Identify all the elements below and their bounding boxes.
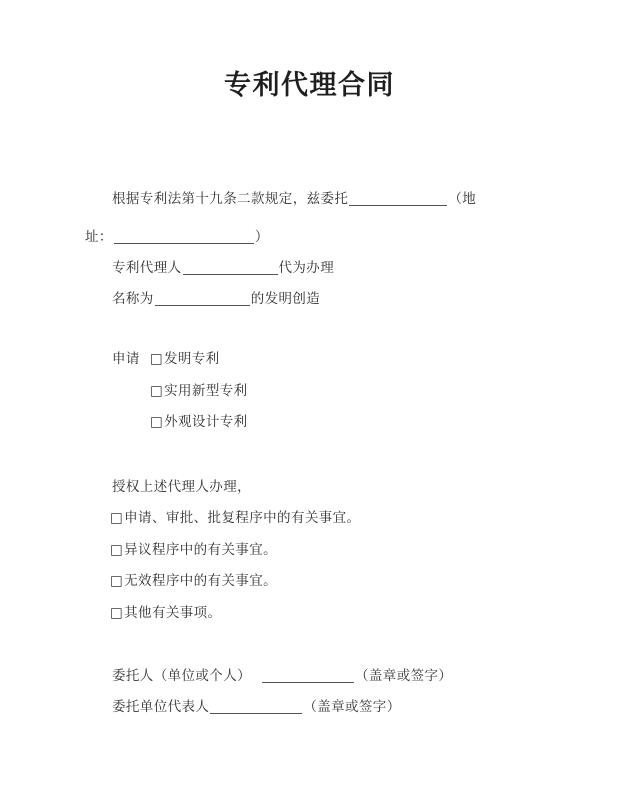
application-label: 申请 — [112, 351, 140, 367]
authorization-row-1 — [110, 508, 360, 528]
authorization-item-label-3: 其他有关事项。 — [124, 605, 222, 621]
authorization-row-4 — [110, 603, 221, 623]
authorization-item-label-1: 异议程序中的有关事宜。 — [124, 542, 278, 558]
checkbox-other-matters[interactable]: □ — [110, 605, 124, 621]
checkbox-application-review-approval[interactable]: □ — [110, 510, 124, 526]
authorization-row-3 — [110, 571, 277, 591]
checkbox-invention-patent[interactable]: □ — [149, 351, 163, 367]
client-address-blank[interactable] — [114, 230, 254, 244]
invention-name-line — [112, 289, 320, 309]
client-name-blank[interactable] — [349, 192, 447, 206]
intro-close-paren: ） — [254, 229, 269, 245]
client-signature-label: 委托人（单位或个人） — [112, 668, 251, 684]
patent-agent-suffix: 代为办理 — [278, 260, 335, 276]
client-signature-line — [112, 666, 452, 686]
checkbox-utility-model-patent[interactable]: □ — [150, 383, 164, 399]
application-type-row-2 — [150, 381, 248, 401]
patent-agent-line — [112, 258, 334, 278]
application-option-label-2: 外观设计专利 — [164, 414, 248, 430]
page-title: 专利代理合同 — [224, 70, 395, 101]
application-option-label-0: 发明专利 — [163, 351, 220, 367]
authorization-item-label-0: 申请、审批、批复程序中的有关事宜。 — [124, 510, 361, 526]
patent-agent-label: 专利代理人 — [112, 260, 182, 276]
representative-signature-line — [112, 697, 401, 717]
application-option-label-1: 实用新型专利 — [164, 383, 248, 399]
checkbox-design-patent[interactable]: □ — [150, 414, 164, 430]
authorization-item-label-2: 无效程序中的有关事宜。 — [124, 573, 278, 589]
patent-agent-blank[interactable] — [183, 261, 278, 275]
authorization-row-2 — [110, 540, 277, 560]
representative-signature-note: （盖章或签字） — [303, 699, 401, 715]
checkbox-invalidation-procedure[interactable]: □ — [110, 573, 124, 589]
checkbox-opposition-procedure[interactable]: □ — [110, 542, 124, 558]
client-signature-blank[interactable] — [262, 669, 354, 683]
intro-text-post: （地 — [448, 191, 477, 207]
invention-name-blank[interactable] — [155, 292, 250, 306]
application-type-row-1 — [112, 349, 220, 369]
intro-paragraph-line-1 — [112, 189, 476, 209]
representative-signature-label: 委托单位代表人 — [112, 699, 210, 715]
intro-text-pre: 根据专利法第十九条二款规定，兹委托 — [112, 191, 349, 207]
application-type-row-3 — [150, 412, 248, 432]
invention-name-label: 名称为 — [112, 291, 154, 307]
authorization-heading: 授权上述代理人办理， — [112, 479, 251, 495]
client-signature-note: （盖章或签字） — [355, 668, 453, 684]
invention-name-suffix: 的发明创造 — [250, 291, 321, 307]
representative-signature-blank[interactable] — [210, 700, 302, 714]
intro-paragraph-line-2 — [85, 227, 269, 247]
address-label: 址： — [85, 229, 113, 245]
